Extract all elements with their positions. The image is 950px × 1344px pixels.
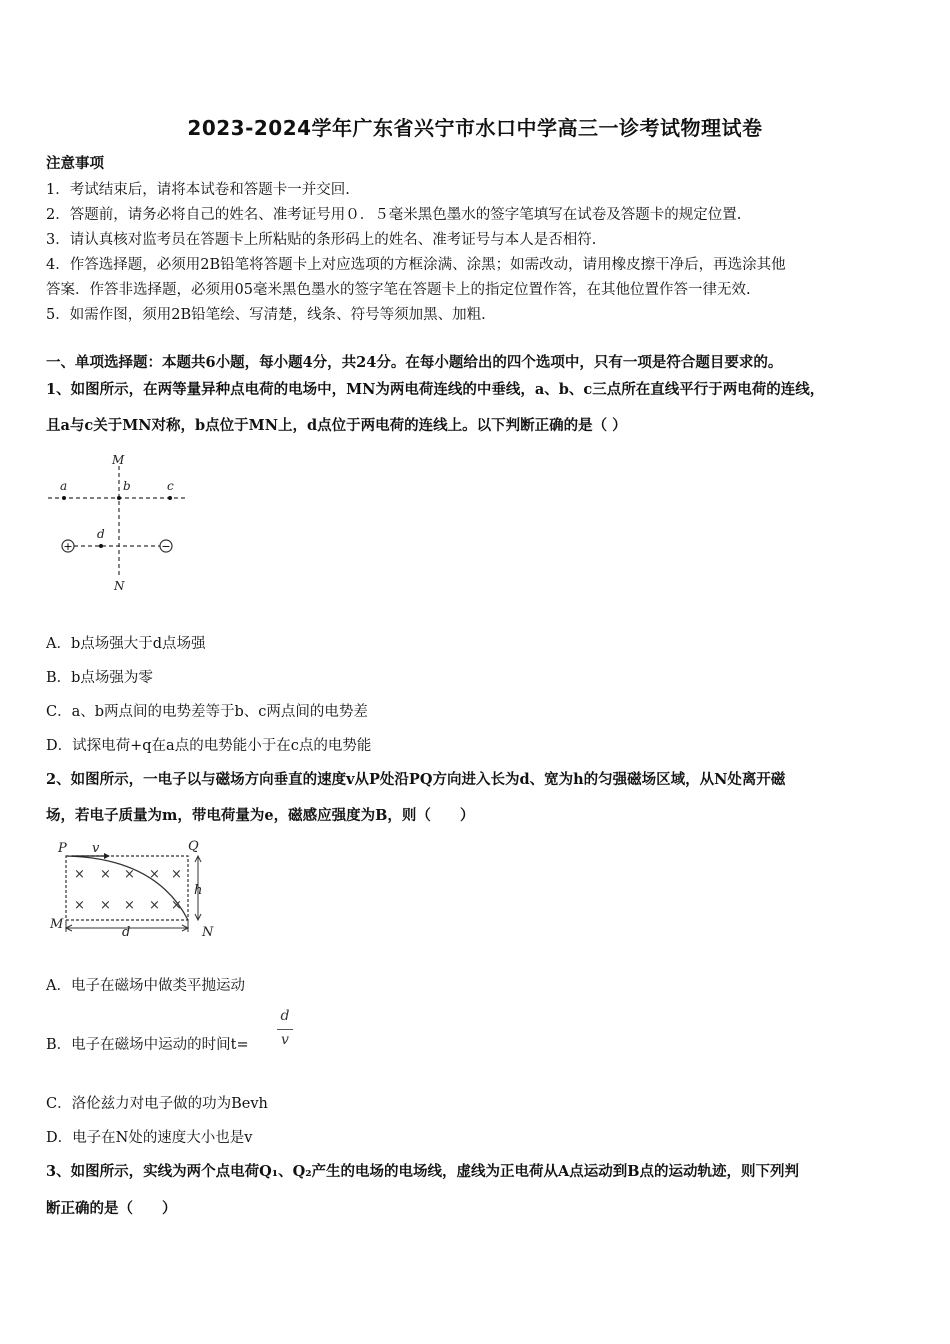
label-a: a <box>60 479 68 493</box>
field-cross: × <box>171 867 182 882</box>
field-cross: × <box>124 898 135 913</box>
label-d: d <box>122 925 131 940</box>
notice-item: 1．考试结束后，请将本试卷和答题卡一并交回. <box>46 182 350 198</box>
point-a <box>62 496 66 500</box>
question-2-stem: 场，若电子质量为m，带电荷量为e，磁感应强度为B，则（ ） <box>46 807 475 824</box>
label-P: P <box>58 841 67 856</box>
point-d <box>99 544 103 548</box>
label-Q: Q <box>188 839 199 854</box>
fraction-bar <box>277 1029 293 1030</box>
fraction-numerator: d <box>280 1008 290 1024</box>
point-c <box>168 496 172 500</box>
label-N: N <box>202 925 214 940</box>
field-cross: × <box>149 867 160 882</box>
notice-item: 答案．作答非选择题，必须用05毫米黑色墨水的签字笔在答题卡上的指定位置作答，在其他位置作答一律无效. <box>46 282 751 298</box>
question-2-option-a[interactable]: A．电子在磁场中做类平抛运动 <box>46 978 245 994</box>
question-2-stem: 2、如图所示，一电子以与磁场方向垂直的速度v从P处沿PQ方向进入长为d、宽为h的匀强磁场区域，从N处离开磁 <box>46 771 786 788</box>
question-2-option-c[interactable]: C．洛伦兹力对电子做的功为Bevh <box>46 1096 268 1112</box>
label-c: c <box>167 479 174 493</box>
label-N: N <box>114 579 125 593</box>
field-cross: × <box>124 867 135 882</box>
minus-sign: − <box>161 540 171 553</box>
notice-item: 5．如需作图，须用2B铅笔绘、写清楚，线条、符号等须加黑、加粗. <box>46 307 486 323</box>
page-title: 2023-2024学年广东省兴宁市水口中学高三一诊考试物理试卷 <box>187 116 763 140</box>
fraction-denominator: v <box>281 1032 289 1048</box>
question-1-option-d[interactable]: D．试探电荷+q在a点的电势能小于在c点的电势能 <box>46 738 372 754</box>
notice-heading: 注意事项 <box>46 155 104 172</box>
question-3-stem: 断正确的是（ ） <box>46 1200 177 1217</box>
label-d: d <box>97 527 105 541</box>
label-M: M <box>50 917 64 932</box>
field-cross: × <box>74 867 85 882</box>
question-1-stem: 1、如图所示，在两等量异种点电荷的电场中，MN为两电荷连线的中垂线，a、b、c三点所在直线平行于两电荷的连线， <box>46 381 825 398</box>
field-cross: × <box>149 898 160 913</box>
question-1-option-a[interactable]: A．b点场强大于d点场强 <box>46 636 206 652</box>
notice-item: 2．答题前，请务必将自己的姓名、准考证号用０．５毫米黑色墨水的签字笔填写在试卷及答题卡的规定位置. <box>46 207 742 223</box>
question-1-figure <box>46 448 206 596</box>
notice-item: 3．请认真核对监考员在答题卡上所粘贴的条形码上的姓名、准考证号与本人是否相符. <box>46 232 597 248</box>
field-cross: × <box>171 898 182 913</box>
question-1-option-b[interactable]: B．b点场强为零 <box>46 670 153 686</box>
plus-sign: + <box>63 540 73 553</box>
label-h: h <box>194 883 203 898</box>
question-2-figure <box>46 836 226 940</box>
question-1-option-c[interactable]: C．a、b两点间的电势差等于b、c两点间的电势差 <box>46 704 368 720</box>
section-heading: 一、单项选择题：本题共6小题，每小题4分，共24分。在每小题给出的四个选项中，只有一项是符合题目要求的。 <box>46 354 783 371</box>
question-3-stem: 3、如图所示，实线为两个点电荷Q₁、Q₂产生的电场的电场线，虚线为正电荷从A点运动到B点的运动轨迹，则下列判 <box>46 1163 800 1180</box>
question-2-option-d[interactable]: D．电子在N处的速度大小也是v <box>46 1130 253 1146</box>
label-M: M <box>112 453 125 467</box>
label-v: v <box>92 841 100 856</box>
notice-item: 4．作答选择题，必须用2B铅笔将答题卡上对应选项的方框涂满、涂黑；如需改动，请用橡皮擦干净后，再选涂其他 <box>46 257 786 273</box>
field-cross: × <box>100 898 111 913</box>
point-b <box>117 496 121 500</box>
label-b: b <box>123 479 131 493</box>
field-cross: × <box>100 867 111 882</box>
question-1-stem: 且a与c关于MN对称，b点位于MN上，d点位于两电荷的连线上。以下判断正确的是（ ） <box>46 417 627 434</box>
field-cross: × <box>74 898 85 913</box>
question-2-option-b[interactable]: B．电子在磁场中运动的时间t= <box>46 1037 249 1053</box>
